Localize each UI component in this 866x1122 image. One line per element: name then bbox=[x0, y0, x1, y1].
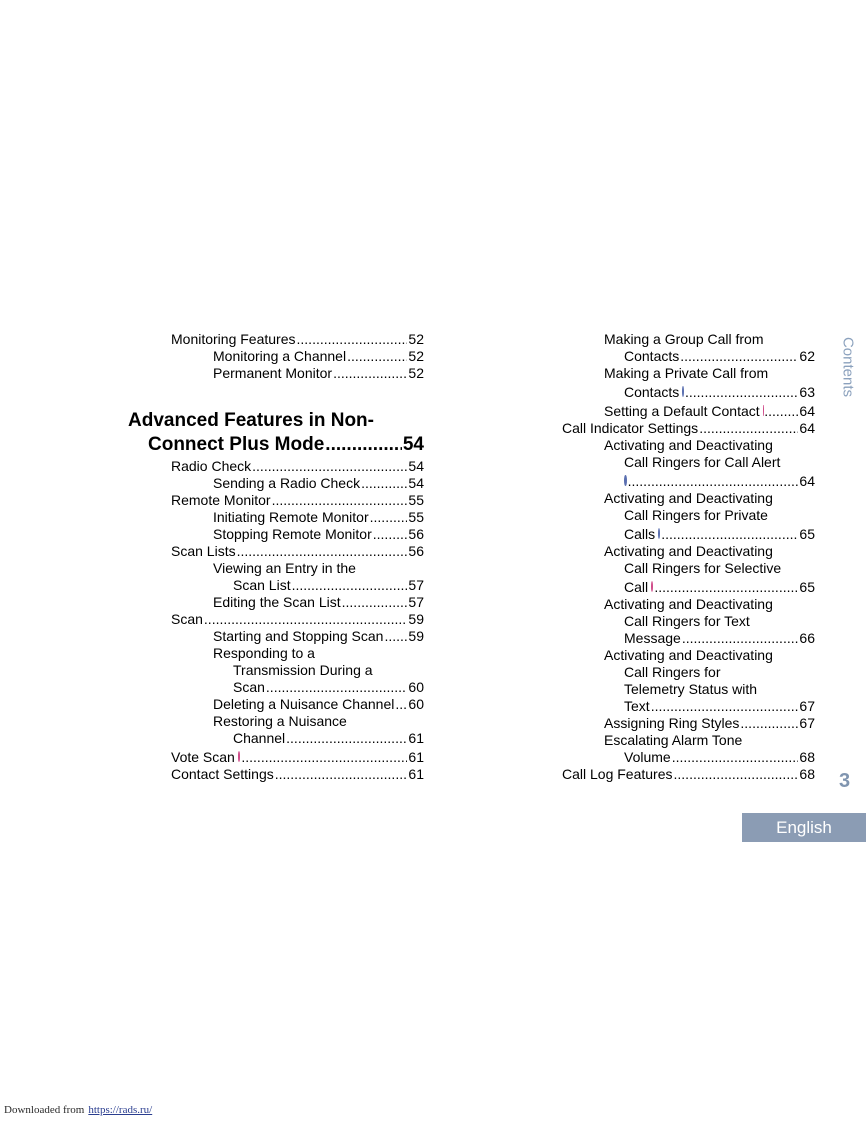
toc-leader-dots bbox=[740, 715, 798, 732]
toc-entry-text: Calls bbox=[624, 526, 656, 542]
toc-entry-text: Starting and Stopping Scan bbox=[213, 628, 384, 644]
toc-section-advanced-features[interactable] bbox=[148, 433, 424, 457]
toc-entry-monitoring-features[interactable] bbox=[171, 331, 424, 348]
toc-entry-responding-transmission[interactable] bbox=[233, 679, 424, 696]
capacity-plus-icon bbox=[651, 581, 653, 592]
toc-entry-restoring-nuisance-channel[interactable] bbox=[233, 730, 424, 747]
toc-page-number: 61 bbox=[408, 766, 424, 782]
toc-page-number: 64 bbox=[799, 420, 815, 436]
dmr-icon bbox=[624, 475, 627, 486]
toc-entry-text: Radio Check bbox=[171, 458, 252, 474]
toc-entry-wrapped-line: Activating and Deactivating bbox=[604, 647, 773, 663]
toc-leader-dots bbox=[275, 766, 408, 783]
toc-entry-text: Setting a Default Contact bbox=[604, 403, 760, 419]
toc-entry-sending-radio-check[interactable] bbox=[213, 475, 424, 492]
toc-entry-text: Message bbox=[624, 630, 681, 646]
toc-entry-wrapped-line: Activating and Deactivating bbox=[604, 543, 773, 559]
toc-page-number: 59 bbox=[408, 611, 424, 627]
toc-leader-dots bbox=[241, 749, 407, 766]
toc-page-number: 65 bbox=[799, 526, 815, 542]
toc-entry-radio-check[interactable] bbox=[171, 458, 424, 475]
toc-entry-text: Call Log Features bbox=[562, 766, 673, 782]
toc-entry-text: Editing the Scan List bbox=[213, 594, 341, 610]
toc-leader-dots bbox=[373, 526, 408, 543]
toc-entry-text-message-ringers[interactable] bbox=[624, 630, 815, 647]
toc-leader-dots bbox=[252, 458, 407, 475]
toc-entry-text: Sending a Radio Check bbox=[213, 475, 361, 491]
toc-entry-telemetry-ringers[interactable] bbox=[624, 698, 815, 715]
toc-entry-wrapped-line: Viewing an Entry in the bbox=[213, 560, 356, 576]
toc-leader-dots bbox=[682, 630, 799, 647]
toc-entry-wrapped-line: Activating and Deactivating bbox=[604, 490, 773, 506]
toc-page-number: 55 bbox=[408, 492, 424, 508]
toc-entry-wrapped-line: Restoring a Nuisance bbox=[213, 713, 347, 729]
toc-leader-dots bbox=[361, 475, 407, 492]
toc-entry-text: Contact Settings bbox=[171, 766, 274, 782]
toc-leader-dots bbox=[342, 594, 408, 611]
toc-page-number: 62 bbox=[799, 348, 815, 364]
toc-leader-dots bbox=[628, 473, 799, 490]
toc-entry-call-indicator-settings[interactable] bbox=[562, 420, 815, 437]
toc-entry-text: Connect Plus Mode bbox=[148, 434, 325, 455]
toc-page-number: 61 bbox=[408, 749, 424, 765]
toc-entry-wrapped-line: Call Ringers for Call Alert bbox=[624, 454, 781, 470]
footer-prefix: Downloaded from bbox=[4, 1104, 85, 1116]
toc-entry-wrapped-line: Activating and Deactivating bbox=[604, 596, 773, 612]
toc-page-number: 52 bbox=[408, 348, 424, 364]
page-number: 3 bbox=[839, 770, 851, 792]
toc-leader-dots bbox=[204, 611, 408, 628]
toc-page-number: 54 bbox=[408, 458, 424, 474]
toc-entry-scan[interactable] bbox=[171, 611, 424, 628]
toc-page-number: 68 bbox=[799, 749, 815, 765]
toc-leader-dots bbox=[672, 749, 799, 766]
toc-entry-selective-call-ringers[interactable] bbox=[624, 579, 815, 596]
toc-entry-text: Contacts bbox=[624, 348, 680, 364]
toc-entry-starting-stopping-scan[interactable] bbox=[213, 628, 424, 645]
toc-page-number: 65 bbox=[799, 579, 815, 595]
toc-page-number: 56 bbox=[408, 526, 424, 542]
toc-leader-dots bbox=[237, 543, 408, 560]
toc-entry-text: Volume bbox=[624, 749, 671, 765]
toc-entry-text: Scan bbox=[233, 679, 265, 695]
toc-entry-scan-lists[interactable] bbox=[171, 543, 424, 560]
toc-entry-permanent-monitor[interactable] bbox=[213, 365, 424, 382]
toc-entry-wrapped-line: Making a Private Call from bbox=[604, 365, 769, 381]
toc-page-number: 59 bbox=[408, 628, 424, 644]
toc-entry-text: Initiating Remote Monitor bbox=[213, 509, 369, 525]
toc-entry-group-call-contacts[interactable] bbox=[624, 348, 815, 365]
toc-page-number: 63 bbox=[799, 384, 815, 400]
toc-entry-wrapped-line: Call Ringers for Private bbox=[624, 507, 768, 523]
toc-leader-dots bbox=[661, 526, 798, 543]
capacity-plus-icon bbox=[763, 405, 764, 416]
toc-leader-dots bbox=[680, 348, 798, 365]
toc-page-number: 54 bbox=[402, 434, 424, 455]
toc-page-number: 54 bbox=[408, 475, 424, 491]
toc-leader-dots bbox=[674, 766, 799, 783]
contents-side-tab bbox=[836, 332, 860, 402]
toc-leader-dots bbox=[272, 492, 408, 509]
toc-entry-private-call-contacts[interactable] bbox=[624, 384, 815, 401]
language-tab: English bbox=[742, 813, 866, 842]
toc-page-number: 52 bbox=[408, 365, 424, 381]
contents-side-label: Contents bbox=[839, 336, 857, 398]
toc-entry-text: Monitoring Features bbox=[171, 331, 296, 347]
toc-entry-wrapped-line: Call Ringers for Text bbox=[624, 613, 750, 629]
toc-leader-dots bbox=[370, 509, 408, 526]
toc-entry-vote-scan[interactable] bbox=[171, 749, 424, 766]
toc-entry-wrapped-line: Escalating Alarm Tone bbox=[604, 732, 743, 748]
toc-entry-text: Scan bbox=[171, 611, 203, 627]
toc-entry-text: Deleting a Nuisance Channel bbox=[213, 696, 395, 712]
toc-page-number: 68 bbox=[799, 766, 815, 782]
toc-page-number: 57 bbox=[408, 594, 424, 610]
toc-entry-stopping-remote-monitor[interactable] bbox=[213, 526, 424, 543]
toc-leader-dots bbox=[347, 348, 407, 365]
toc-entry-text: Monitoring a Channel bbox=[213, 348, 347, 364]
toc-entry-text: Permanent Monitor bbox=[213, 365, 333, 381]
toc-entry-wrapped-line: Responding to a bbox=[213, 645, 315, 661]
toc-entry-wrapped-line: Call Ringers for Selective bbox=[624, 560, 782, 576]
dmr-icon bbox=[682, 386, 684, 397]
toc-leader-dots bbox=[395, 696, 407, 713]
toc-entry-viewing-entry-scan-list[interactable] bbox=[233, 577, 424, 594]
footer-link[interactable]: https://rads.ru/ bbox=[88, 1104, 153, 1116]
toc-leader-dots bbox=[286, 730, 407, 747]
toc-page-number: 67 bbox=[799, 698, 815, 714]
toc-entry-wrapped-line: Telemetry Status with bbox=[624, 681, 758, 697]
toc-page-number: 64 bbox=[799, 473, 815, 489]
toc-leader-dots bbox=[384, 628, 407, 645]
toc-entry-call-log-features[interactable] bbox=[562, 766, 815, 783]
toc-entry-editing-scan-list[interactable] bbox=[213, 594, 424, 611]
toc-page-number: 56 bbox=[408, 543, 424, 559]
toc-entry-monitoring-a-channel[interactable] bbox=[213, 348, 424, 365]
toc-leader-dots bbox=[651, 698, 799, 715]
toc-entry-escalating-alarm-volume[interactable] bbox=[624, 749, 815, 766]
toc-entry-text: Call Indicator Settings bbox=[562, 420, 699, 436]
toc-entry-wrapped-line: Call Ringers for bbox=[624, 664, 721, 680]
toc-leader-dots bbox=[699, 420, 798, 437]
toc-entry-remote-monitor[interactable] bbox=[171, 492, 424, 509]
toc-leader-dots bbox=[333, 365, 407, 382]
toc-leader-dots bbox=[297, 331, 408, 348]
dmr-icon bbox=[658, 528, 660, 539]
toc-leader-dots bbox=[292, 577, 408, 594]
toc-entry-contact-settings[interactable] bbox=[171, 766, 424, 783]
toc-page-number: 66 bbox=[799, 630, 815, 646]
toc-leader-dots bbox=[654, 579, 798, 596]
toc-entry-text: Scan List bbox=[233, 577, 291, 593]
toc-leader-dots bbox=[266, 679, 408, 696]
toc-entry-assigning-ring-styles[interactable] bbox=[604, 715, 815, 732]
toc-entry-text: Stopping Remote Monitor bbox=[213, 526, 372, 542]
toc-entry-text: Contacts bbox=[624, 384, 680, 400]
toc-entry-wrapped-line: Transmission During a bbox=[233, 662, 373, 678]
toc-page-number: 60 bbox=[408, 679, 424, 695]
toc-entry-text: Call bbox=[624, 579, 649, 595]
capacity-plus-icon bbox=[238, 751, 241, 762]
toc-entry-deleting-nuisance-channel[interactable] bbox=[213, 696, 424, 713]
toc-entry-wrapped-line: Activating and Deactivating bbox=[604, 437, 773, 453]
toc-page-number: 55 bbox=[408, 509, 424, 525]
toc-entry-text: Scan Lists bbox=[171, 543, 236, 559]
toc-entry-wrapped-line: Making a Group Call from bbox=[604, 331, 764, 347]
toc-entry-text: Remote Monitor bbox=[171, 492, 271, 508]
toc-entry-text: Text bbox=[624, 698, 650, 714]
toc-entry-text: Channel bbox=[233, 730, 286, 746]
toc-page-number: 64 bbox=[799, 403, 815, 419]
toc-entry-initiating-remote-monitor[interactable] bbox=[213, 509, 424, 526]
download-footer bbox=[4, 1104, 152, 1116]
toc-entry-private-call-ringers[interactable] bbox=[624, 526, 815, 543]
toc-entry-text: Assigning Ring Styles bbox=[604, 715, 740, 731]
toc-page-number: 61 bbox=[408, 730, 424, 746]
toc-page-number: 52 bbox=[408, 331, 424, 347]
toc-leader-dots bbox=[325, 433, 402, 457]
toc-page-number: 57 bbox=[408, 577, 424, 593]
toc-page-number: 67 bbox=[799, 715, 815, 731]
toc-leader-dots bbox=[685, 384, 798, 401]
toc-page-number: 60 bbox=[408, 696, 424, 712]
toc-entry-call-alert-ringers[interactable] bbox=[624, 473, 815, 490]
toc-entry-default-contact[interactable] bbox=[604, 403, 815, 420]
section-heading-line: Advanced Features in Non- bbox=[128, 410, 374, 431]
toc-entry-text: Vote Scan bbox=[171, 749, 235, 765]
